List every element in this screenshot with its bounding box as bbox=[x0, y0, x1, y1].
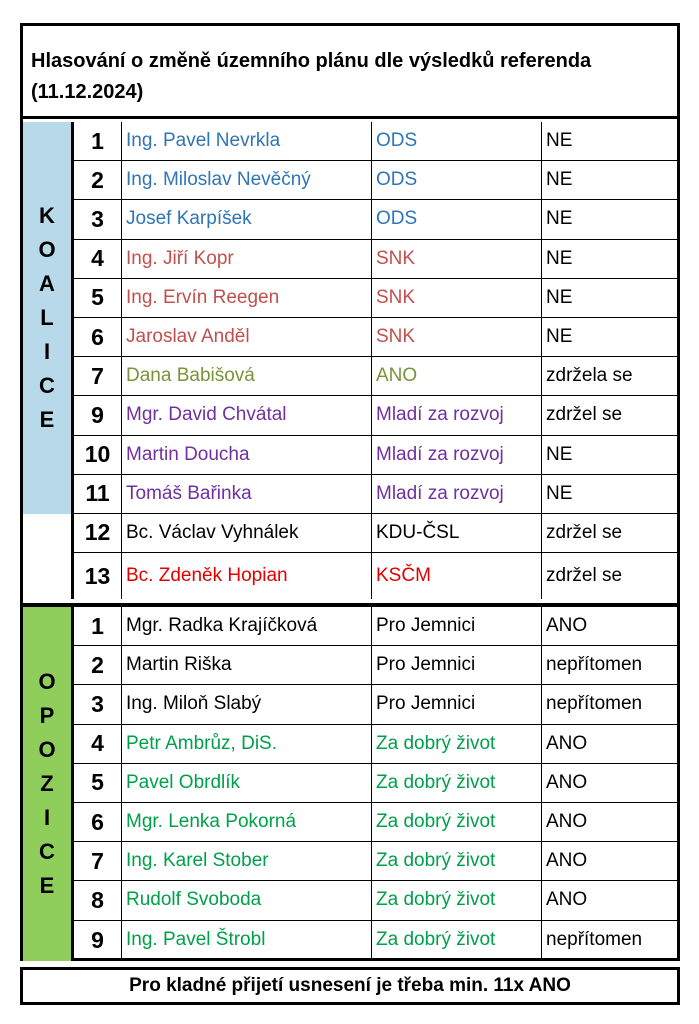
member-party: SNK bbox=[371, 240, 541, 278]
member-number: 1 bbox=[71, 607, 121, 645]
member-number: 4 bbox=[71, 240, 121, 278]
member-vote: NE bbox=[541, 200, 677, 238]
voting-table bbox=[20, 23, 680, 961]
member-name: Petr Ambrůz, DiS. bbox=[121, 725, 371, 763]
member-name: Ing. Miloslav Nevěčný bbox=[121, 161, 371, 199]
koalice-label-letter: K bbox=[39, 203, 55, 228]
member-vote: ANO bbox=[541, 881, 677, 919]
member-number: 2 bbox=[71, 646, 121, 684]
opozice-label-letter: I bbox=[43, 805, 51, 830]
opozice-label-letter: O bbox=[38, 669, 56, 694]
table-row bbox=[71, 318, 677, 357]
member-number: 10 bbox=[71, 436, 121, 474]
member-name: Mgr. Radka Krajíčková bbox=[121, 607, 371, 645]
member-vote: nepřítomen bbox=[541, 646, 677, 684]
member-name: Bc. Václav Vyhnálek bbox=[121, 514, 371, 552]
member-party: Za dobrý život bbox=[371, 921, 541, 960]
table-row bbox=[71, 514, 677, 553]
table-row bbox=[71, 240, 677, 279]
member-party: KDU-ČSL bbox=[371, 514, 541, 552]
opozice-label-letter: Z bbox=[40, 771, 54, 796]
member-vote: ANO bbox=[541, 725, 677, 763]
member-vote: NE bbox=[541, 240, 677, 278]
member-vote: zdržel se bbox=[541, 514, 677, 552]
koalice-label-letter: E bbox=[39, 407, 55, 432]
member-party: Pro Jemnici bbox=[371, 646, 541, 684]
member-party: Za dobrý život bbox=[371, 725, 541, 763]
member-party: Za dobrý život bbox=[371, 803, 541, 841]
member-name: Ing. Karel Stober bbox=[121, 842, 371, 880]
member-vote: NE bbox=[541, 161, 677, 199]
koalice-label-letter: C bbox=[39, 373, 55, 398]
member-party: Mladí za rozvoj bbox=[371, 475, 541, 513]
table-row bbox=[71, 607, 677, 646]
table-row bbox=[71, 646, 677, 685]
member-name: Pavel Obrdlík bbox=[121, 764, 371, 802]
member-name: Ing. Jiří Kopr bbox=[121, 240, 371, 278]
member-vote: ANO bbox=[541, 764, 677, 802]
member-vote: NE bbox=[541, 475, 677, 513]
member-number: 2 bbox=[71, 161, 121, 199]
member-party: Za dobrý život bbox=[371, 881, 541, 919]
member-name: Martin Riška bbox=[121, 646, 371, 684]
member-vote: zdržel se bbox=[541, 553, 677, 599]
member-vote: NE bbox=[541, 436, 677, 474]
member-party: Pro Jemnici bbox=[371, 607, 541, 645]
member-name: Rudolf Svoboda bbox=[121, 881, 371, 919]
table-row bbox=[71, 842, 677, 881]
member-name: Dana Babišová bbox=[121, 357, 371, 395]
member-number: 1 bbox=[71, 122, 121, 160]
member-vote: ANO bbox=[541, 803, 677, 841]
member-vote: ANO bbox=[541, 607, 677, 645]
member-number: 11 bbox=[71, 475, 121, 513]
member-vote: NE bbox=[541, 122, 677, 160]
member-party: ODS bbox=[371, 122, 541, 160]
member-number: 3 bbox=[71, 685, 121, 723]
member-number: 6 bbox=[71, 803, 121, 841]
koalice-rows bbox=[71, 122, 677, 599]
member-number: 5 bbox=[71, 279, 121, 317]
member-name: Ing. Miloň Slabý bbox=[121, 685, 371, 723]
table-title: Hlasování o změně územního plánu dle výsledků referenda (11.12.2024) bbox=[23, 26, 677, 119]
table-row bbox=[71, 725, 677, 764]
member-number: 7 bbox=[71, 842, 121, 880]
member-name: Tomáš Bařinka bbox=[121, 475, 371, 513]
table-row bbox=[71, 685, 677, 724]
koalice-label-letter: A bbox=[39, 271, 55, 296]
opozice-label-letter: O bbox=[38, 737, 56, 762]
member-party: Mladí za rozvoj bbox=[371, 396, 541, 434]
table-row bbox=[71, 475, 677, 514]
koalice-label-letter: O bbox=[38, 237, 56, 262]
member-vote: zdržela se bbox=[541, 357, 677, 395]
member-number: 13 bbox=[71, 553, 121, 599]
member-vote: nepřítomen bbox=[541, 921, 677, 960]
member-name: Ing. Ervín Reegen bbox=[121, 279, 371, 317]
member-name: Ing. Pavel Nevrkla bbox=[121, 122, 371, 160]
table-row bbox=[71, 357, 677, 396]
member-number: 3 bbox=[71, 200, 121, 238]
opozice-label bbox=[23, 607, 71, 961]
footer-note: Pro kladné přijetí usnesení je třeba min. 11x ANO bbox=[20, 967, 680, 1005]
member-number: 12 bbox=[71, 514, 121, 552]
member-party: Za dobrý život bbox=[371, 842, 541, 880]
member-name: Mgr. Lenka Pokorná bbox=[121, 803, 371, 841]
member-name: Bc. Zdeněk Hopian bbox=[121, 553, 371, 599]
member-number: 8 bbox=[71, 881, 121, 919]
table-row bbox=[71, 161, 677, 200]
table-row bbox=[71, 122, 677, 161]
member-party: ODS bbox=[371, 161, 541, 199]
member-name: Jaroslav Anděl bbox=[121, 318, 371, 356]
koalice-label-letter: I bbox=[43, 339, 51, 364]
table-row bbox=[71, 200, 677, 239]
koalice-label bbox=[23, 122, 71, 514]
member-vote: nepřítomen bbox=[541, 685, 677, 723]
member-party: Mladí za rozvoj bbox=[371, 436, 541, 474]
member-number: 7 bbox=[71, 357, 121, 395]
koalice-label-blank bbox=[23, 514, 71, 607]
koalice-label-letter: L bbox=[40, 305, 54, 330]
table-row bbox=[71, 921, 677, 960]
member-vote: NE bbox=[541, 279, 677, 317]
member-name: Martin Doucha bbox=[121, 436, 371, 474]
opozice-label-letter: P bbox=[39, 703, 55, 728]
member-number: 9 bbox=[71, 396, 121, 434]
member-vote: zdržel se bbox=[541, 396, 677, 434]
member-party: Za dobrý život bbox=[371, 764, 541, 802]
member-vote: NE bbox=[541, 318, 677, 356]
member-name: Josef Karpíšek bbox=[121, 200, 371, 238]
member-number: 6 bbox=[71, 318, 121, 356]
member-number: 5 bbox=[71, 764, 121, 802]
member-party: KSČM bbox=[371, 553, 541, 599]
table-row bbox=[71, 436, 677, 475]
member-party: Pro Jemnici bbox=[371, 685, 541, 723]
member-number: 4 bbox=[71, 725, 121, 763]
table-row bbox=[71, 764, 677, 803]
member-party: SNK bbox=[371, 318, 541, 356]
table-row bbox=[71, 553, 677, 599]
table-row bbox=[71, 881, 677, 920]
member-number: 9 bbox=[71, 921, 121, 960]
opozice-rows bbox=[71, 607, 677, 960]
table-row bbox=[71, 279, 677, 318]
member-vote: ANO bbox=[541, 842, 677, 880]
member-party: ANO bbox=[371, 357, 541, 395]
opozice-label-letter: C bbox=[39, 839, 55, 864]
member-name: Mgr. David Chvátal bbox=[121, 396, 371, 434]
table-row bbox=[71, 396, 677, 435]
table-row bbox=[71, 803, 677, 842]
member-party: ODS bbox=[371, 200, 541, 238]
member-party: SNK bbox=[371, 279, 541, 317]
opozice-label-letter: E bbox=[39, 873, 55, 898]
member-name: Ing. Pavel Štrobl bbox=[121, 921, 371, 960]
